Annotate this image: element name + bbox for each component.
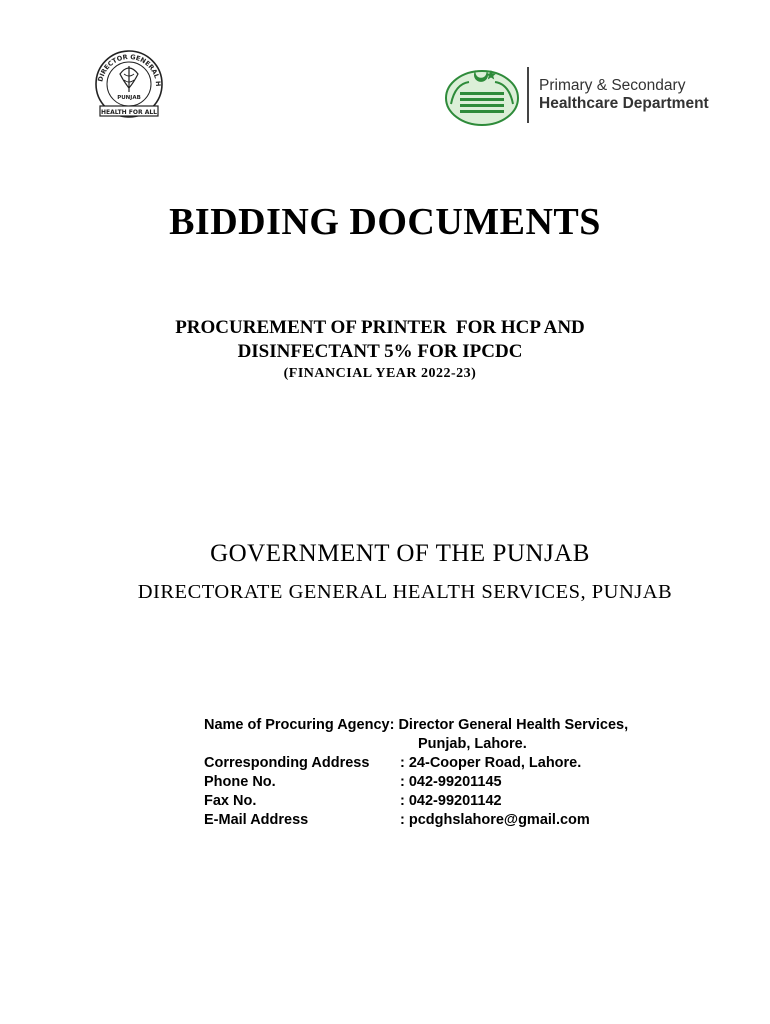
address-value: : 24-Cooper Road, Lahore. bbox=[400, 755, 582, 771]
agency-info-block bbox=[204, 716, 724, 830]
address-row bbox=[204, 754, 724, 773]
seal-center-text: PUNJAB bbox=[117, 95, 141, 101]
phone-value: : 042-99201145 bbox=[400, 774, 502, 790]
logo-divider bbox=[527, 67, 529, 123]
agency-name-value: Director General Health Services, bbox=[394, 717, 629, 733]
fax-value: : 042-99201142 bbox=[400, 793, 502, 809]
email-label: E-Mail Address bbox=[204, 812, 309, 828]
agency-name-value-cont: Punjab, Lahore. bbox=[418, 736, 527, 752]
email-row bbox=[204, 811, 724, 830]
email-value: : pcdghslahore@gmail.com bbox=[400, 812, 590, 828]
punjab-emblem-icon bbox=[443, 64, 521, 126]
healthcare-department-logo bbox=[443, 64, 733, 126]
phone-label: Phone No. bbox=[204, 774, 276, 790]
financial-year: (FINANCIAL YEAR 2022-23) bbox=[283, 366, 477, 381]
agency-name-label: Name of Procuring Agency: bbox=[204, 717, 395, 733]
department-name-line1: Primary & Secondary bbox=[539, 77, 686, 94]
address-label: Corresponding Address bbox=[204, 755, 370, 771]
department-name-line2: Healthcare Department bbox=[539, 95, 709, 112]
government-heading: GOVERNMENT OF THE PUNJAB bbox=[210, 540, 590, 567]
seal-ring-text: DIRECTOR GENERAL H bbox=[96, 52, 163, 87]
dg-health-seal-logo bbox=[90, 44, 168, 126]
procurement-subtitle bbox=[150, 316, 610, 364]
fax-label: Fax No. bbox=[204, 793, 257, 809]
fax-row bbox=[204, 792, 724, 811]
subtitle-line2: DISINFECTANT 5% FOR IPCDC bbox=[237, 341, 523, 362]
seal-banner-text: HEALTH FOR ALL bbox=[101, 109, 157, 116]
document-title: BIDDING DOCUMENTS bbox=[169, 201, 601, 243]
directorate-heading: DIRECTORATE GENERAL HEALTH SERVICES, PUNJAB bbox=[137, 581, 673, 603]
dg-health-seal-icon bbox=[90, 44, 168, 126]
agency-name-row bbox=[204, 716, 724, 735]
subtitle-line1: PROCUREMENT OF PRINTER FOR HCP AND bbox=[175, 317, 585, 338]
department-name bbox=[539, 77, 709, 113]
phone-row bbox=[204, 773, 724, 792]
